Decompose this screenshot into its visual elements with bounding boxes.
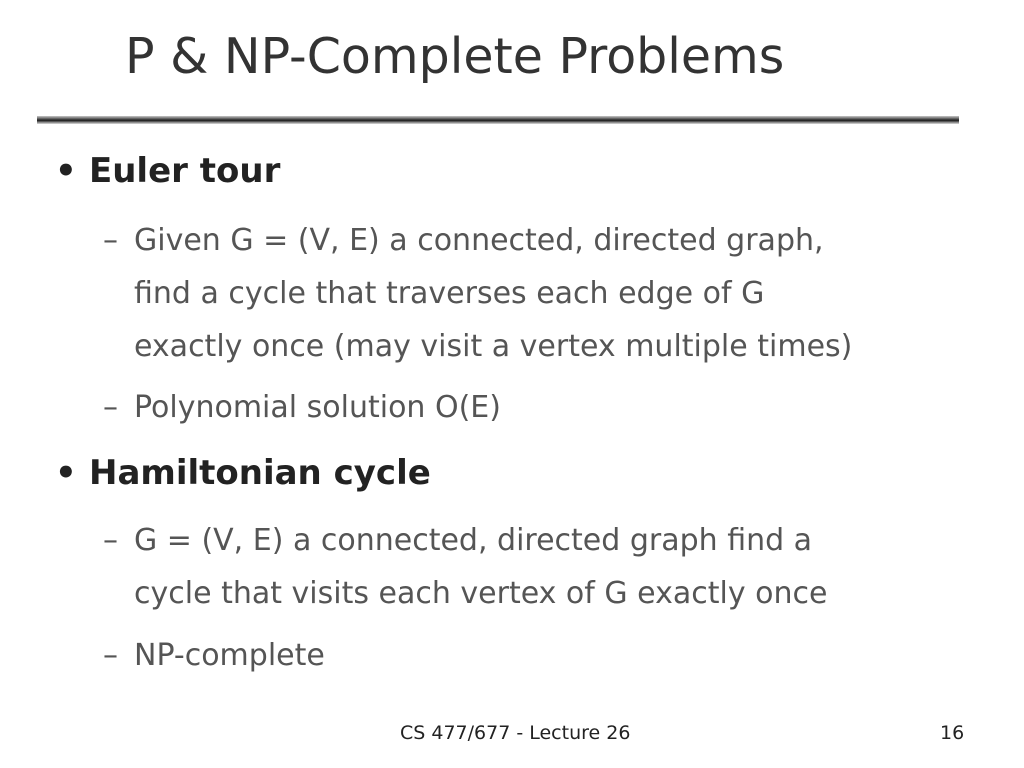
bullet-euler-tour	[55, 151, 280, 191]
dash-icon: –	[103, 390, 118, 425]
footer-course-label: CS 477/677 - Lecture 26	[400, 722, 631, 744]
sub-item-text	[134, 629, 934, 682]
text-line: exactly once (may visit a vertex multiple times)	[134, 329, 853, 364]
dash-icon: –	[103, 638, 118, 673]
bullet-icon: •	[55, 151, 77, 191]
sub-item-text	[134, 514, 934, 620]
text-line: G = (V, E) a connected, directed graph find a	[134, 523, 813, 558]
text-line: Polynomial solution O(E)	[134, 390, 501, 425]
dash-icon: –	[103, 223, 118, 258]
slide-title: P & NP-Complete Problems	[125, 28, 785, 85]
bullet-label: Hamiltonian cycle	[89, 453, 431, 493]
text-line: cycle that visits each vertex of G exactly once	[134, 576, 828, 611]
bullet-hamiltonian-cycle	[55, 453, 431, 493]
sub-item-text	[134, 381, 934, 434]
text-line: find a cycle that traverses each edge of G	[134, 276, 765, 311]
text-line: NP-complete	[134, 638, 325, 673]
bullet-icon: •	[55, 453, 77, 493]
bullet-label: Euler tour	[89, 151, 281, 191]
text-line: Given G = (V, E) a connected, directed graph,	[134, 223, 824, 258]
sub-item-text	[134, 214, 934, 373]
title-divider	[37, 116, 959, 124]
dash-icon: –	[103, 523, 118, 558]
footer-page-number: 16	[940, 722, 965, 744]
